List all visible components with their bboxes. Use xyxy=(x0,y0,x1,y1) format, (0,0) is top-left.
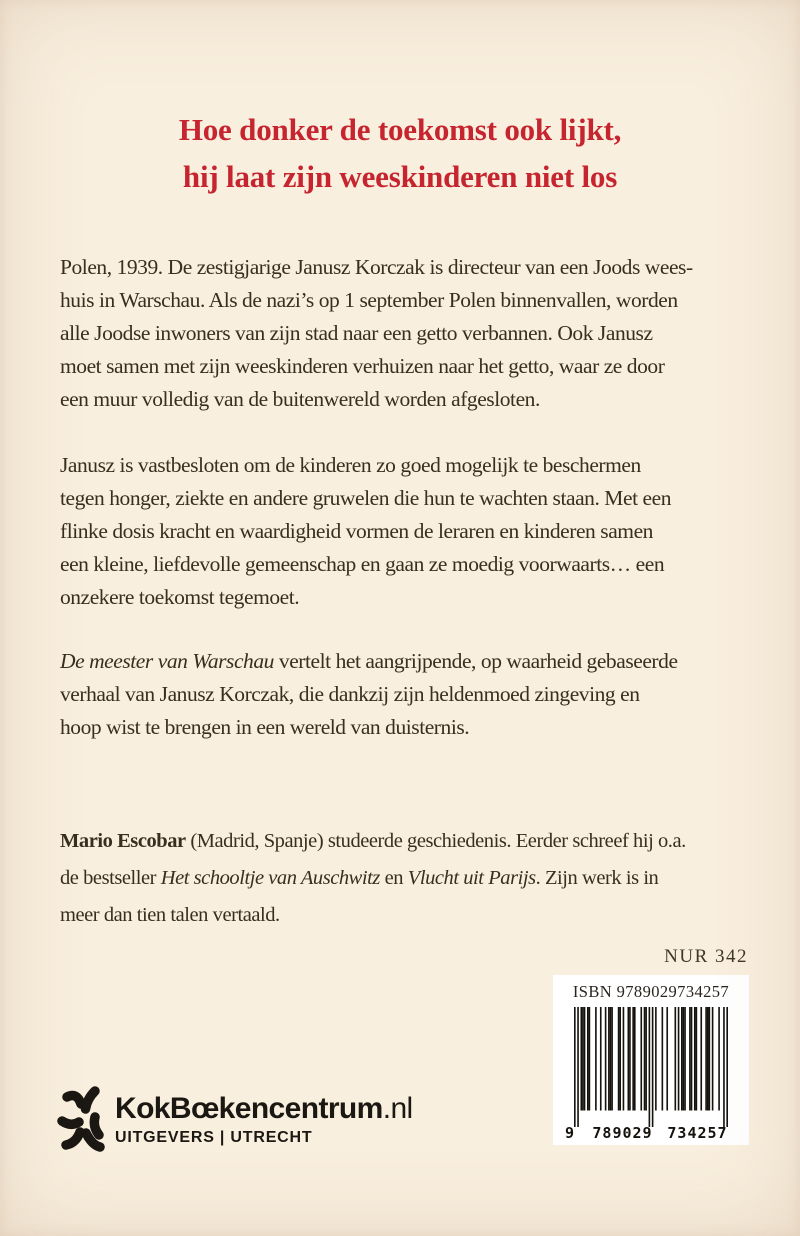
synopsis-paragraph-2: Janusz is vastbesloten om de kinderen zo goed mogelijk te beschermen tegen honger, ziekte en andere gruwelen die hun te wachten staan. Met een flinke dosis kracht en waardigheid vormen de leraren en kinderen samen een kleine, liefdevolle gemeenschap en gaan ze moedig voorwaarts… een onzekere toekomst tegemoet. xyxy=(60,453,672,609)
publisher-asterisk-icon xyxy=(57,1086,105,1152)
nur-code: NUR 342 xyxy=(664,946,748,967)
barcode-digit-lead: 9 xyxy=(565,1124,575,1142)
barcode-digits xyxy=(565,1122,735,1142)
publisher-name xyxy=(115,1094,413,1124)
isbn-label: ISBN 9789029734257 xyxy=(572,982,730,1001)
publisher-brand-text: KokBœkencentrum xyxy=(115,1092,383,1125)
synopsis-paragraph-3: De meester van Warschau vertelt het aangrijpende, op waarheid gebaseerde verhaal van Janusz Korczak, die dankzij zijn heldenmoed zingeving en hoop wist te brengen in een wereld van duisternis. xyxy=(60,649,678,739)
headline: Hoe donker de toekomst ook lijkt, hij laat zijn weeskinderen niet los xyxy=(178,112,622,194)
barcode-bars xyxy=(574,1007,728,1127)
publisher-tagline: UITGEVERS | UTRECHT xyxy=(115,1129,313,1146)
synopsis-paragraph-1: Polen, 1939. De zestigjarige Janusz Korczak is directeur van een Joods wees- huis in Warschau. Als de nazi’s op 1 september Polen binnenvallen, worden alle Joodse inwoners van zijn stad naar een getto verbannen. Ook Janusz moet samen met zijn weeskinderen verhuizen naar het getto, waar ze door een muur volledig van de buitenwereld worden afgesloten. xyxy=(60,255,693,411)
publisher-brand-suffix: .nl xyxy=(382,1092,413,1125)
barcode-block xyxy=(553,975,749,1145)
barcode-digit-group1: 789029 xyxy=(592,1124,653,1142)
barcode-digit-group2: 734257 xyxy=(667,1124,728,1142)
author-bio: Mario Escobar (Madrid, Spanje) studeerde geschiedenis. Eerder schreef hij o.a. de bestseller Het schooltje van Auschwitz en Vlucht uit Parijs. Zijn werk is in meer dan tien talen vertaald. xyxy=(60,830,686,926)
publisher-logo xyxy=(57,1086,413,1152)
publisher-wordmark xyxy=(115,1086,413,1152)
